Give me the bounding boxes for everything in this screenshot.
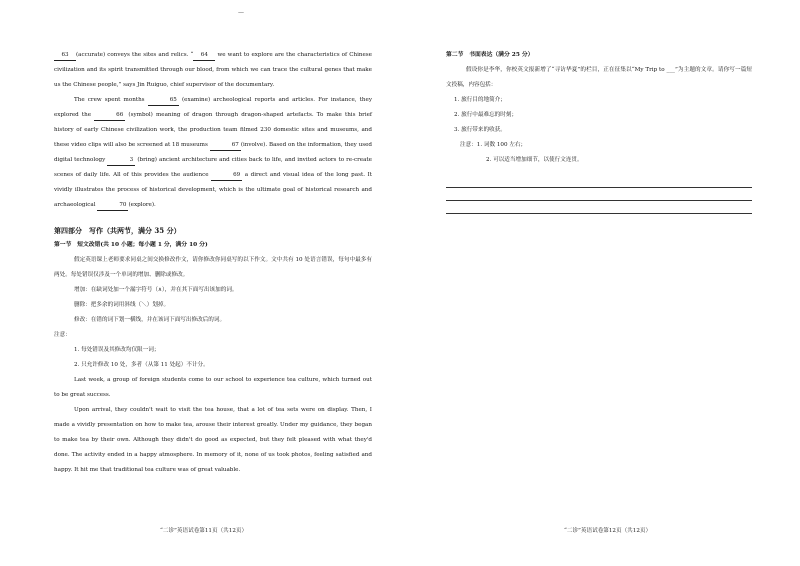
blank-68: 3 [107,156,135,166]
page-top-mark: — [238,9,245,16]
blank-69: 69 [211,171,242,181]
essay-paragraph-1: Last week, a group of foreign students come to our school to experience tea culture, which turned out to be great success. [54,377,372,398]
reading-text: we want to explore are the characteristics of Chinese civilization and its spirit transmitted through our blood, from which we can trace the cultural genes that make us the Chinese people,” says Jin Ruiguo, chief supervisor of the documentary. [54,52,372,88]
requirement-2: 2. 旅行中最难忘的时刻； [454,112,518,118]
tip-1: 1. 词数 100 左右； [476,142,527,148]
tip-2: 2. 可以适当增加细节，以使行文连贯。 [486,157,583,163]
answer-lines [446,176,752,214]
note-title: 注意： [54,332,71,338]
section-two-title: 第二节 书面表达（满分 25 分） [446,52,534,58]
blank-64: 64 [193,51,215,61]
part-four-title: 第四部分 写作（共两节，满分 35 分） [54,226,181,235]
writing-prompt: 假设你是李华，你校英文报新增了“寻访华夏”的栏目，正在征集以“My Trip to ___”为主题的文章。请你写一篇短文投稿，内容包括： [446,67,752,88]
reading-text: (examine) archeological reports and articles. For instance, they explored the [54,97,373,118]
rule-add: 增加：在缺词处加一个漏字符号（∧），并在其下面写出该加的词。 [74,287,238,293]
tips-title: 注意： [460,142,477,148]
reading-text: (accurate) conveys the sites and relics. “ [76,52,194,58]
reading-text: (symbol) meaning of dragon through dragon-shaped artefacts. To make this brief history of early Chinese civilization work, the production team filmed 230 domestic sites and museums, and these video clips will also be screened at 18 museums [54,112,373,148]
rule-modify: 修改：在错的词下划一横线，并在该词下面写出修改后的词。 [74,317,226,323]
left-column [54,48,372,478]
note-1: 1. 每处错误及其修改均仅限一词； [74,347,160,353]
reading-text: (explore). [128,202,156,208]
footer-right-page-number: “二诊”英语试卷第12页（共12页） [564,528,652,534]
correction-instruction: 假定英语课上老师要求同桌之间交换修改作文，请你修改你同桌写的以下作文。文中共有 10 处语言错误，每句中最多有两处。每处错误仅涉及一个单词的增加、删除或修改。 [54,257,372,278]
reading-text: (involve). Based on the information, they used digital technology [54,142,373,163]
reading-text: a direct and visual idea of the long past. It vividly illustrates the process of historical development, which is the ultimate goal of historical research and archaeological [54,172,372,208]
right-column [446,48,752,214]
blank-66: 66 [94,111,125,121]
answer-line[interactable] [446,176,752,188]
blank-63: 63 [54,51,76,61]
section-one-title: 第一节 短文改错(共 10 小题；每小题 1 分，满分 10 分) [54,242,208,248]
essay-paragraph-2: Upon arrival, they couldn't wait to visit the tea house, that a lot of tea sets were on display. Then, I made a vividly presentation on how to make tea, arouse their interest greatly. Under my guidance, they began to make tea by their own. Although they didn't do good as expected, but they felt pleased with what they'd done. The activity ended in a happy atmosphere. In memory of it, none of us took photos, feeling satisfied and happy. It hit me that traditional tea culture was of great valuable. [54,407,372,473]
blank-65: 65 [148,96,179,106]
requirement-1: 1. 旅行目的地简介； [454,97,506,103]
note-2: 2. 只允许修改 10 处，多者（从第 11 处起）不计分。 [74,362,209,368]
reading-paragraph-1 [54,48,372,93]
reading-paragraph-2 [54,93,372,213]
rule-delete: 删除：把多余的词用斜线（＼）划掉。 [74,302,170,308]
reading-text: (bring) ancient architecture and cities back to life, and invited actors to re-create scenes of daily life. All of this provides the audience [54,157,372,178]
blank-67: 67 [210,141,241,151]
answer-line[interactable] [446,202,752,214]
reading-text: The crew spent months [74,97,145,103]
requirement-3: 3. 旅行带来的收获。 [454,127,506,133]
tips-line-1 [446,138,752,153]
footer-left-page-number: “二诊”英语试卷第11页（共12页） [160,528,248,534]
blank-70: 70 [97,201,128,211]
answer-line[interactable] [446,189,752,201]
